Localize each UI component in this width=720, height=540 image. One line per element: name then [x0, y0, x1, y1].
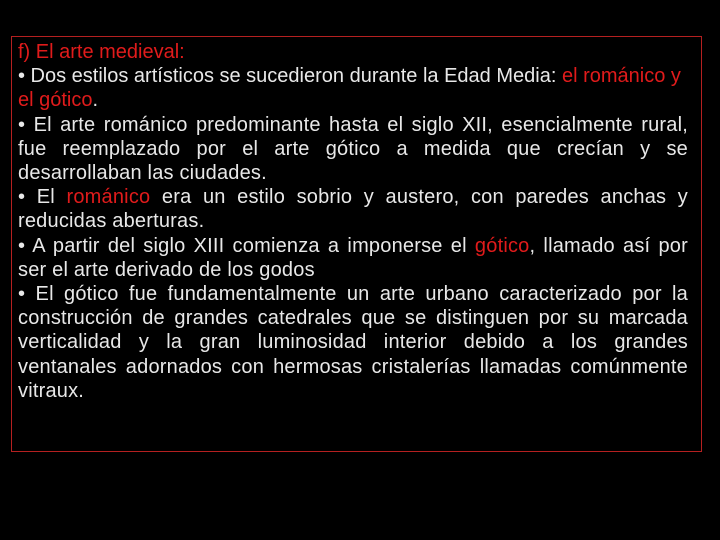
bullet-4-highlight: gótico: [474, 234, 530, 257]
bullet-1-suffix: .: [92, 89, 99, 112]
bullet-3: [18, 185, 688, 233]
heading: f) El arte medieval:: [18, 41, 185, 63]
bullet-4: [18, 234, 688, 282]
bullet-5: • El gótico fue fundamentalmente un arte urbano caracterizado por la construcción de grandes catedrales que se distinguen por su marcada verticalidad y la gran luminosidad interior debido a los grandes ventanales adornados con hermosas cristalerías llamadas comúnmente vitraux.: [18, 283, 688, 402]
bullet-2: • El arte románico predominante hasta el siglo XII, esencialmente rural, fue reemplazado por el arte gótico a medida que crecían y se desarrollaban las ciudades.: [18, 113, 688, 185]
bullet-1-prefix: • Dos estilos artísticos se sucedieron durante la Edad Media:: [18, 65, 562, 88]
bullet-4-suffix: , llamado así por ser el arte derivado de los godos: [18, 234, 688, 281]
text-content: [18, 40, 688, 403]
bullet-1: [18, 64, 688, 112]
bullet-3-highlight: románico: [66, 186, 151, 209]
bullet-4-prefix: • A partir del siglo XIII comienza a imponerse el: [18, 234, 475, 257]
bullet-3-prefix: • El: [18, 186, 67, 209]
bullet-1-highlight: el románico y el gótico: [18, 65, 681, 112]
bullet-3-suffix: era un estilo sobrio y austero, con paredes anchas y reducidas aberturas.: [18, 186, 688, 233]
